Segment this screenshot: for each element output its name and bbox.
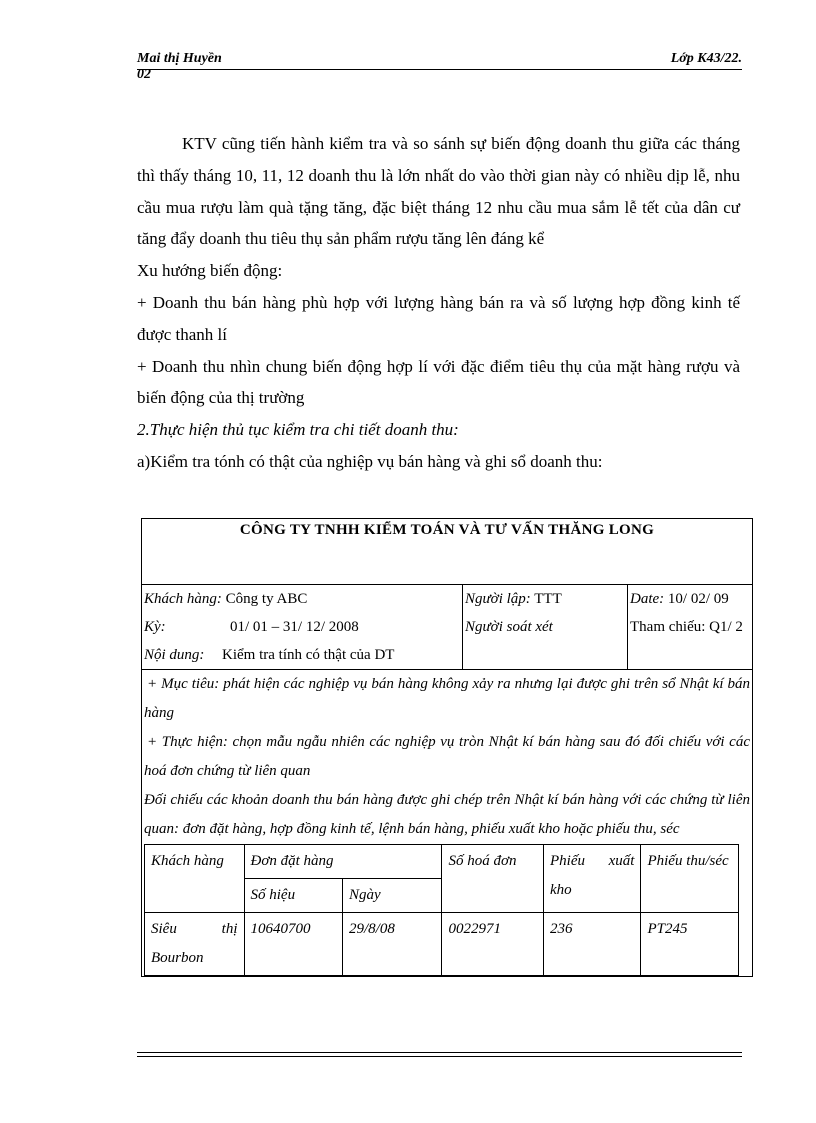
table-header-row — [145, 845, 739, 879]
workpaper-description-row — [142, 670, 753, 977]
header-order-no: Số hiệu — [244, 879, 342, 913]
company-name: CÔNG TY TNHH KIỂM TOÁN VÀ TƯ VẤN THĂNG LONG — [239, 522, 655, 538]
author-name — [137, 51, 222, 83]
table-row — [145, 913, 739, 976]
header-rule — [137, 69, 742, 70]
paragraph-revenue-analysis: KTV cũng tiến hành kiểm tra và so sánh sự biến động doanh thu giữa các tháng thì thấy tháng 10, 11, 12 doanh thu là lớn nhất do vào thời gian này có nhiều dịp lễ, nhu cầu mua rượu làm quà tặng tăng, đặc biệt tháng 12 nhu cầu mua sắm lễ tết của dân cư tăng đẩy doanh thu tiêu thụ sản phẩm rượu tăng lên đáng kể — [137, 134, 740, 249]
date-value: 10/ 02/ 09 — [667, 591, 729, 607]
cell-order-no: 10640700 — [244, 913, 342, 976]
cell-delivery: 236 — [543, 913, 640, 976]
preparer-value: TTT — [534, 591, 562, 607]
client-label: Khách hàng: — [144, 591, 222, 607]
audit-workpaper — [141, 518, 753, 977]
trend-item-1: + Doanh thu bán hàng phù hợp với lượng hàng bán ra và số lượng hợp đồng kinh tế được thanh lí — [137, 292, 740, 344]
period-line — [144, 613, 460, 641]
header-order-date: Ngày — [342, 879, 442, 913]
period-value: 01/ 01 – 31/ 12/ 2008 — [230, 619, 359, 635]
workpaper-description — [142, 670, 753, 977]
preparer-label: Người lập: — [465, 591, 531, 607]
content-line — [144, 641, 460, 669]
client-line — [144, 585, 460, 613]
preparer-line — [465, 585, 625, 613]
trend-heading: Xu hướng biến động: — [137, 261, 283, 281]
footer-rule-bottom — [137, 1056, 742, 1057]
header-customer: Khách hàng — [145, 845, 245, 913]
ref-label: Tham chiếu: — [630, 619, 706, 635]
trend-item-2: + Doanh thu nhìn chung biến động hợp lí với đặc điểm tiêu thụ của mặt hàng rượu và biến động của thị trường — [137, 356, 740, 408]
client-info-cell — [142, 585, 463, 670]
cell-order-date: 29/8/08 — [342, 913, 442, 976]
client-value: Công ty ABC — [225, 591, 308, 607]
date-label: Date: — [630, 591, 665, 607]
procedure-text: + Thực hiện: chọn mẫu ngẫu nhiên các nghiệp vụ tròn Nhật kí bán hàng sau đó đối chiếu với các hoá đơn chứng từ liên quan — [144, 734, 750, 779]
header-invoice: Số hoá đơn — [442, 845, 544, 913]
cell-receipt: PT245 — [641, 913, 739, 976]
date-line — [630, 585, 750, 613]
document-body — [137, 128, 740, 477]
sample-table — [144, 844, 739, 976]
header-receipt: Phiếu thu/séc — [641, 845, 739, 913]
reviewer-line — [465, 613, 625, 641]
page-header — [137, 51, 742, 85]
ref-line — [630, 613, 750, 641]
footer-rule-top — [137, 1052, 742, 1053]
page-footer — [137, 1052, 742, 1057]
ref-value: Q1/ 2 — [709, 619, 743, 635]
reconciliation-text: Đối chiếu các khoản doanh thu bán hàng được ghi chép trên Nhật kí bán hàng với các chứng từ liên quan: đơn đặt hàng, hợp đồng kinh tế, lệnh bán hàng, phiếu xuất kho hoặc phiếu thu, séc — [144, 792, 750, 837]
workpaper-info-row — [142, 585, 753, 670]
content-value: Kiểm tra tính có thật của DT — [222, 647, 395, 663]
content-label: Nội dung: — [144, 647, 205, 663]
section-heading: 2.Thực hiện thủ tục kiểm tra chi tiết doanh thu: — [137, 420, 459, 440]
header-order: Đơn đặt hàng — [244, 845, 442, 879]
class-label: Lớp K43/22. — [670, 51, 742, 66]
period-label: Kỳ: — [144, 619, 166, 635]
preparer-cell — [463, 585, 628, 670]
objective-text: + Mục tiêu: phát hiện các nghiệp vụ bán hàng không xảy ra nhưng lại được ghi trên sổ Nhật kí bán hàng — [144, 676, 750, 721]
author-text: Mai thị Huyền — [137, 51, 222, 66]
workpaper-title-row — [142, 519, 753, 585]
page-number: 02 — [137, 67, 151, 82]
header-delivery: Phiếu xuất kho — [543, 845, 640, 913]
date-ref-cell — [628, 585, 753, 670]
sub-heading: a)Kiểm tra tónh có thật của nghiệp vụ bán hàng và ghi sổ doanh thu: — [137, 451, 603, 471]
cell-invoice: 0022971 — [442, 913, 544, 976]
reviewer-label: Người soát xét — [465, 619, 553, 635]
cell-customer: Siêu thị Bourbon — [145, 913, 245, 976]
